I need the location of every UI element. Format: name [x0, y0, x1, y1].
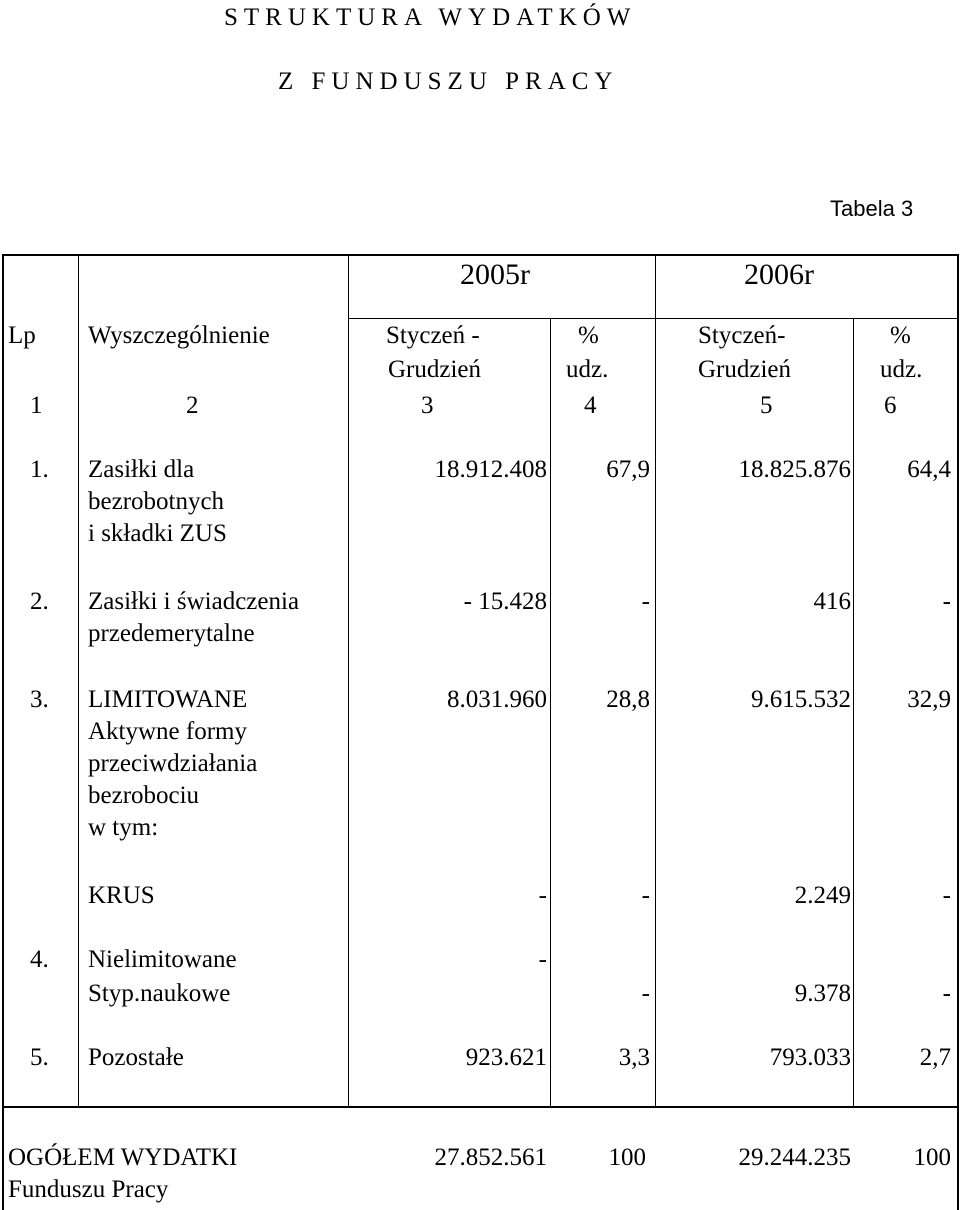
share-2005: - [641, 588, 650, 615]
share-2005: 67,9 [606, 456, 650, 483]
col-number-4: 4 [584, 392, 597, 419]
value-2006: 9.615.532 [751, 686, 851, 713]
header-col4-line2: udz. [566, 356, 609, 383]
total-share-2006: 100 [913, 1144, 951, 1171]
value-2006: 793.033 [769, 1044, 851, 1071]
row-name-line: Nielimitowane [88, 946, 237, 973]
header-col3-line1: Styczeń - [386, 322, 480, 349]
col-number-6: 6 [884, 392, 897, 419]
title-line-2: Z FUNDUSZU PRACY [278, 68, 619, 95]
value-2005: 8.031.960 [447, 686, 547, 713]
share-2006: 64,4 [907, 456, 951, 483]
col-number-2: 2 [186, 392, 199, 419]
share-2006: 2,7 [919, 1044, 951, 1071]
row-name-line: Pozostałe [88, 1044, 184, 1071]
header-col6-line2: udz. [880, 356, 923, 383]
row-lp: 1. [30, 456, 49, 483]
total-share-2005: 100 [608, 1144, 646, 1171]
share-2005: - [641, 980, 650, 1007]
row-name-line: przeciwdziałania [88, 750, 258, 777]
header-col5-line2: Grudzień [698, 356, 792, 383]
row-name-line: KRUS [88, 882, 155, 909]
value-2005: - 15.428 [463, 588, 547, 615]
share-2006: - [942, 588, 951, 615]
row-name-line: w tym: [88, 814, 159, 841]
row-name-line: bezrobociu [88, 782, 200, 809]
row-name-line: Styp.naukowe [88, 980, 231, 1007]
row-name-line: Zasiłki dla [88, 456, 195, 483]
total-value-2006: 29.244.235 [738, 1144, 851, 1171]
header-col6-line1: % [890, 322, 911, 349]
share-2005: 3,3 [618, 1044, 650, 1071]
value-2006: 9.378 [794, 980, 851, 1007]
col-number-5: 5 [760, 392, 773, 419]
col-number-3: 3 [421, 392, 434, 419]
row-name-line: bezrobotnych [88, 488, 225, 515]
row-name-line: LIMITOWANE [88, 686, 248, 713]
header-col3-line2: Grudzień [388, 356, 482, 383]
share-2006: - [942, 980, 951, 1007]
value-2006: 18.825.876 [738, 456, 851, 483]
title-line-1: STRUKTURA WYDATKÓW [224, 4, 637, 31]
value-2005: - [538, 882, 547, 909]
value-2006: 2.249 [794, 882, 851, 909]
share-2006: 32,9 [907, 686, 951, 713]
row-lp: 2. [30, 588, 49, 615]
table-label: Tabela 3 [830, 196, 914, 221]
header-col4-line1: % [578, 322, 599, 349]
total-name-line: OGÓŁEM WYDATKI [8, 1144, 238, 1171]
share-2005: - [641, 882, 650, 909]
share-2005: 28,8 [606, 686, 650, 713]
header-wyszczegolnienie: Wyszczególnienie [88, 322, 270, 349]
value-2005: - [538, 946, 547, 973]
value-2005: 923.621 [465, 1044, 547, 1071]
year-2006: 2006r [744, 258, 814, 291]
total-name-line: Funduszu Pracy [8, 1176, 169, 1203]
share-2006: - [942, 882, 951, 909]
row-name-line: i składki ZUS [88, 520, 227, 547]
row-name-line: Zasiłki i świadczenia [88, 588, 300, 615]
row-name-line: przedemerytalne [88, 620, 255, 647]
col-number-1: 1 [30, 392, 43, 419]
value-2005: 18.912.408 [434, 456, 547, 483]
header-col5-line1: Styczeń- [698, 322, 786, 349]
row-name-line: Aktywne formy [88, 718, 247, 745]
row-lp: 4. [30, 946, 49, 973]
year-2005: 2005r [460, 258, 530, 291]
total-value-2005: 27.852.561 [434, 1144, 547, 1171]
header-lp: Lp [8, 322, 36, 349]
value-2006: 416 [813, 588, 851, 615]
row-lp: 3. [30, 686, 49, 713]
row-lp: 5. [30, 1044, 49, 1071]
